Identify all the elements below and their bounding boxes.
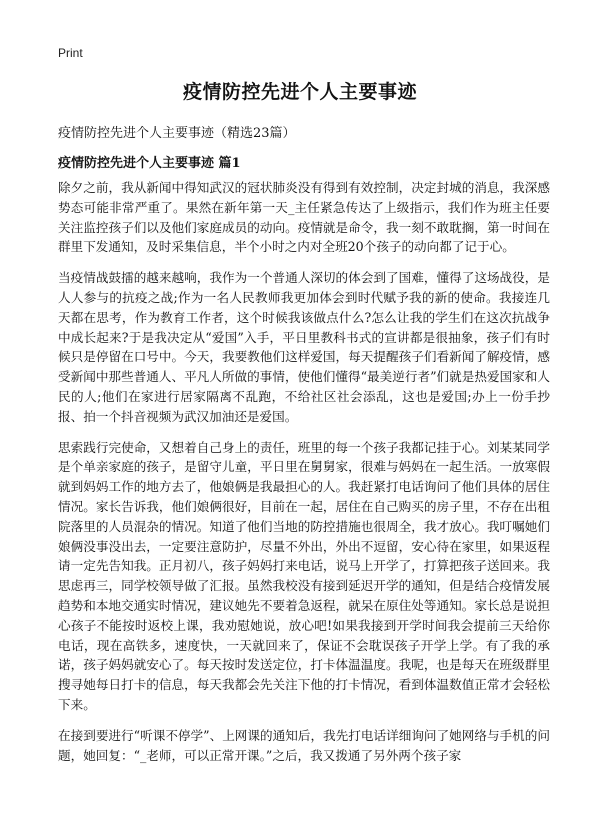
paragraph: 当疫情战鼓擂的越来越响，我作为一个普通人深切的体会到了国难，懂得了这场战役，是人人参与的抗疫之战;作为一名人民教师我更加体会到时代赋予我的新的使命。我接连几天都在思考，作为教育工作者，这个时候我该做点什么?怎么让我的学生们在这次抗战争中成长起来?于是我决定从“爱国”入手，平日里教科书式的宣讲都是很抽象，孩子们有时候只是停留在口号中。今天，我要教他们这样爱国，每天提醒孩子们看新闻了解疫情，感受新闻中那些普通人、平凡人所做的事情，使他们懂得“最美逆行者”们就是热爱国家和人民的人;他们在家进行居家隔离不乱跑，不给社区社会添乱，这也是爱国;办上一份手抄报、拍一个抖音视频为武汉加油还是爱国。	[58, 270, 550, 424]
paragraph: 在接到要进行“听课不停学”、上网课的通知后，我先打电话详细询问了她网络与手机的问题，她回复：“_老师，可以正常开课。”之后，我又拨通了另外两个孩子家	[58, 727, 550, 763]
paragraph: 思索践行完使命，又想着自己身上的责任，班里的每一个孩子我都记挂于心。刘某某同学是个单亲家庭的孩子，是留守儿童，平日里在舅舅家，很难与妈妈在一起生活。一放寒假就到妈妈工作的地方去了，他娘俩是我最担心的人。我赶紧打电话询问了他们具体的居住情况。家长告诉我，他们娘俩很好，目前在一起，居住在自己购买的房子里，不存在出租院落里的人员混杂的情况。知道了他们当地的防控措施也很周全，我才放心。我叮嘱她们娘俩没事没出去，一定要注意防护，尽量不外出，外出不逗留，安心待在家里，如果返程请一定先告知我。正月初八，孩子妈妈打来电话，说马上开学了，打算把孩子送回来。我思虑再三，同学校领导做了汇报。虽然我校没有接到延迟开学的通知，但是结合疫情发展趋势和本地交通实时情况，建议她先不要着急返程，就呆在原住处等通知。家长总是说担心孩子不能按时返校上课，我劝慰她说，放心吧!如果我接到开学时间我会提前三天给你电话，现在高铁多，速度快，一天就回来了，保证不会耽误孩子开学上学。有了我的承诺，孩子妈妈就安心了。每天按时发送定位，打卡体温温度。我呢，也是每天在班级群里搜寻她每日打卡的信息，每天我都会先关注下他的打卡情况，看到体温数值正常才会轻松下来。	[58, 439, 550, 712]
print-link[interactable]: Print	[58, 46, 83, 60]
document-title: 疫情防控先进个人主要事迹	[182, 81, 417, 103]
section-heading: 疫情防控先进个人主要事迹 篇1	[58, 156, 241, 171]
document-subtitle: 疫情防控先进个人主要事迹（精选23篇）	[58, 126, 296, 141]
paragraph: 除夕之前，我从新闻中得知武汉的冠状肺炎没有得到有效控制，决定封城的消息，我深感势态可能非常严重了。果然在新年第一天_主任紧急传达了上级指示，我们作为班主任要关注监控孩子们以及他们家庭成员的动向。疫情就是命令，我一刻不敢耽搁，第一时间在群里下发通知，及时采集信息，半个小时之内对全班20个孩子的动向都了记于心。	[58, 180, 550, 255]
article-body	[58, 178, 550, 776]
